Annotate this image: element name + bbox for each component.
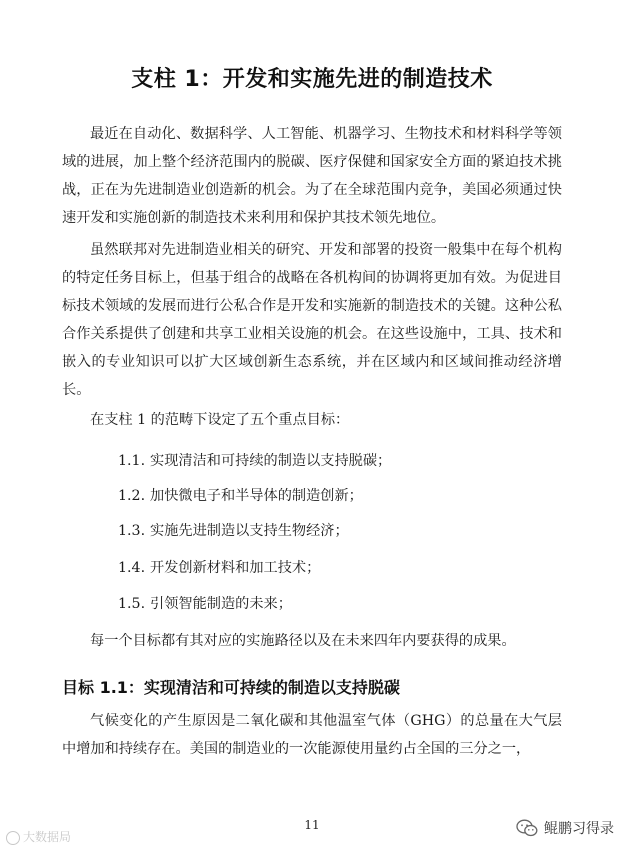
goal-text: 引领智能制造的未来；: [150, 596, 292, 612]
watermark-right: [516, 818, 614, 838]
paragraph-climate: 气候变化的产生原因是二氧化碳和其他温室气体（GHG）的总量在大气层中增加和持续存在。美国的制造业的一次能源使用量约占全国的三分之一，: [62, 713, 562, 757]
goal-text: 加快微电子和半导体的制造创新；: [150, 488, 363, 504]
watermark-logo-icon: [6, 831, 20, 845]
page-number: 11: [304, 818, 320, 832]
goal-item-1-4: [118, 558, 320, 578]
goal-number: 1.2.: [118, 488, 146, 504]
goal-number: 1.1.: [118, 453, 146, 469]
paragraph-coordination: 虽然联邦对先进制造业相关的研究、开发和部署的投资一般集中在每个机构的特定任务目标上，但基于组合的战略在各机构间的协调将更加有效。为促进目标技术领域的发展而进行公私合作是开发和实施新的制造技术的关键。这种公私合作关系提供了创建和共享工业相关设施的机会。在这些设施中，工具、技术和嵌入的专业知识可以扩大区域创新生态系统，并在区域内和区域间推动经济增长。: [62, 242, 562, 398]
goal-number: 1.3.: [118, 523, 146, 539]
page-title: 支柱 1：开发和实施先进的制造技术: [131, 67, 493, 92]
section-heading-goal-1-1: 目标 1.1：实现清洁和可持续的制造以支持脱碳: [62, 678, 400, 697]
goal-item-1-3: [118, 521, 349, 541]
goal-text: 实施先进制造以支持生物经济；: [150, 523, 349, 539]
paragraph-intro: 最近在自动化、数据科学、人工智能、机器学习、生物技术和材料科学等领域的进展，加上整个经济范围内的脱碳、医疗保健和国家安全方面的紧迫技术挑战，正在为先进制造业创造新的机会。为了在全球范围内竞争，美国必须通过快速开发和实施创新的制造技术来利用和保护其技术领先地位。: [62, 126, 562, 226]
watermark-right-text: 鲲鹏习得录: [544, 821, 614, 837]
wechat-icon: [516, 819, 538, 837]
goal-number: 1.5.: [118, 596, 146, 612]
goal-item-1-1: [118, 451, 391, 471]
watermark-left: [6, 828, 71, 845]
watermark-left-text: 大数据局: [23, 830, 72, 844]
paragraph-goals-lead: 在支柱 1 的范畴下设定了五个重点目标：: [90, 412, 350, 428]
goal-text: 实现清洁和可持续的制造以支持脱碳；: [150, 453, 392, 469]
goal-item-1-5: [118, 594, 292, 614]
goal-item-1-2: [118, 486, 363, 506]
paragraph-goals-outcome: 每一个目标都有其对应的实施路径以及在未来四年内要获得的成果。: [90, 633, 516, 649]
goal-number: 1.4.: [118, 560, 146, 576]
goal-text: 开发创新材料和加工技术；: [150, 560, 321, 576]
